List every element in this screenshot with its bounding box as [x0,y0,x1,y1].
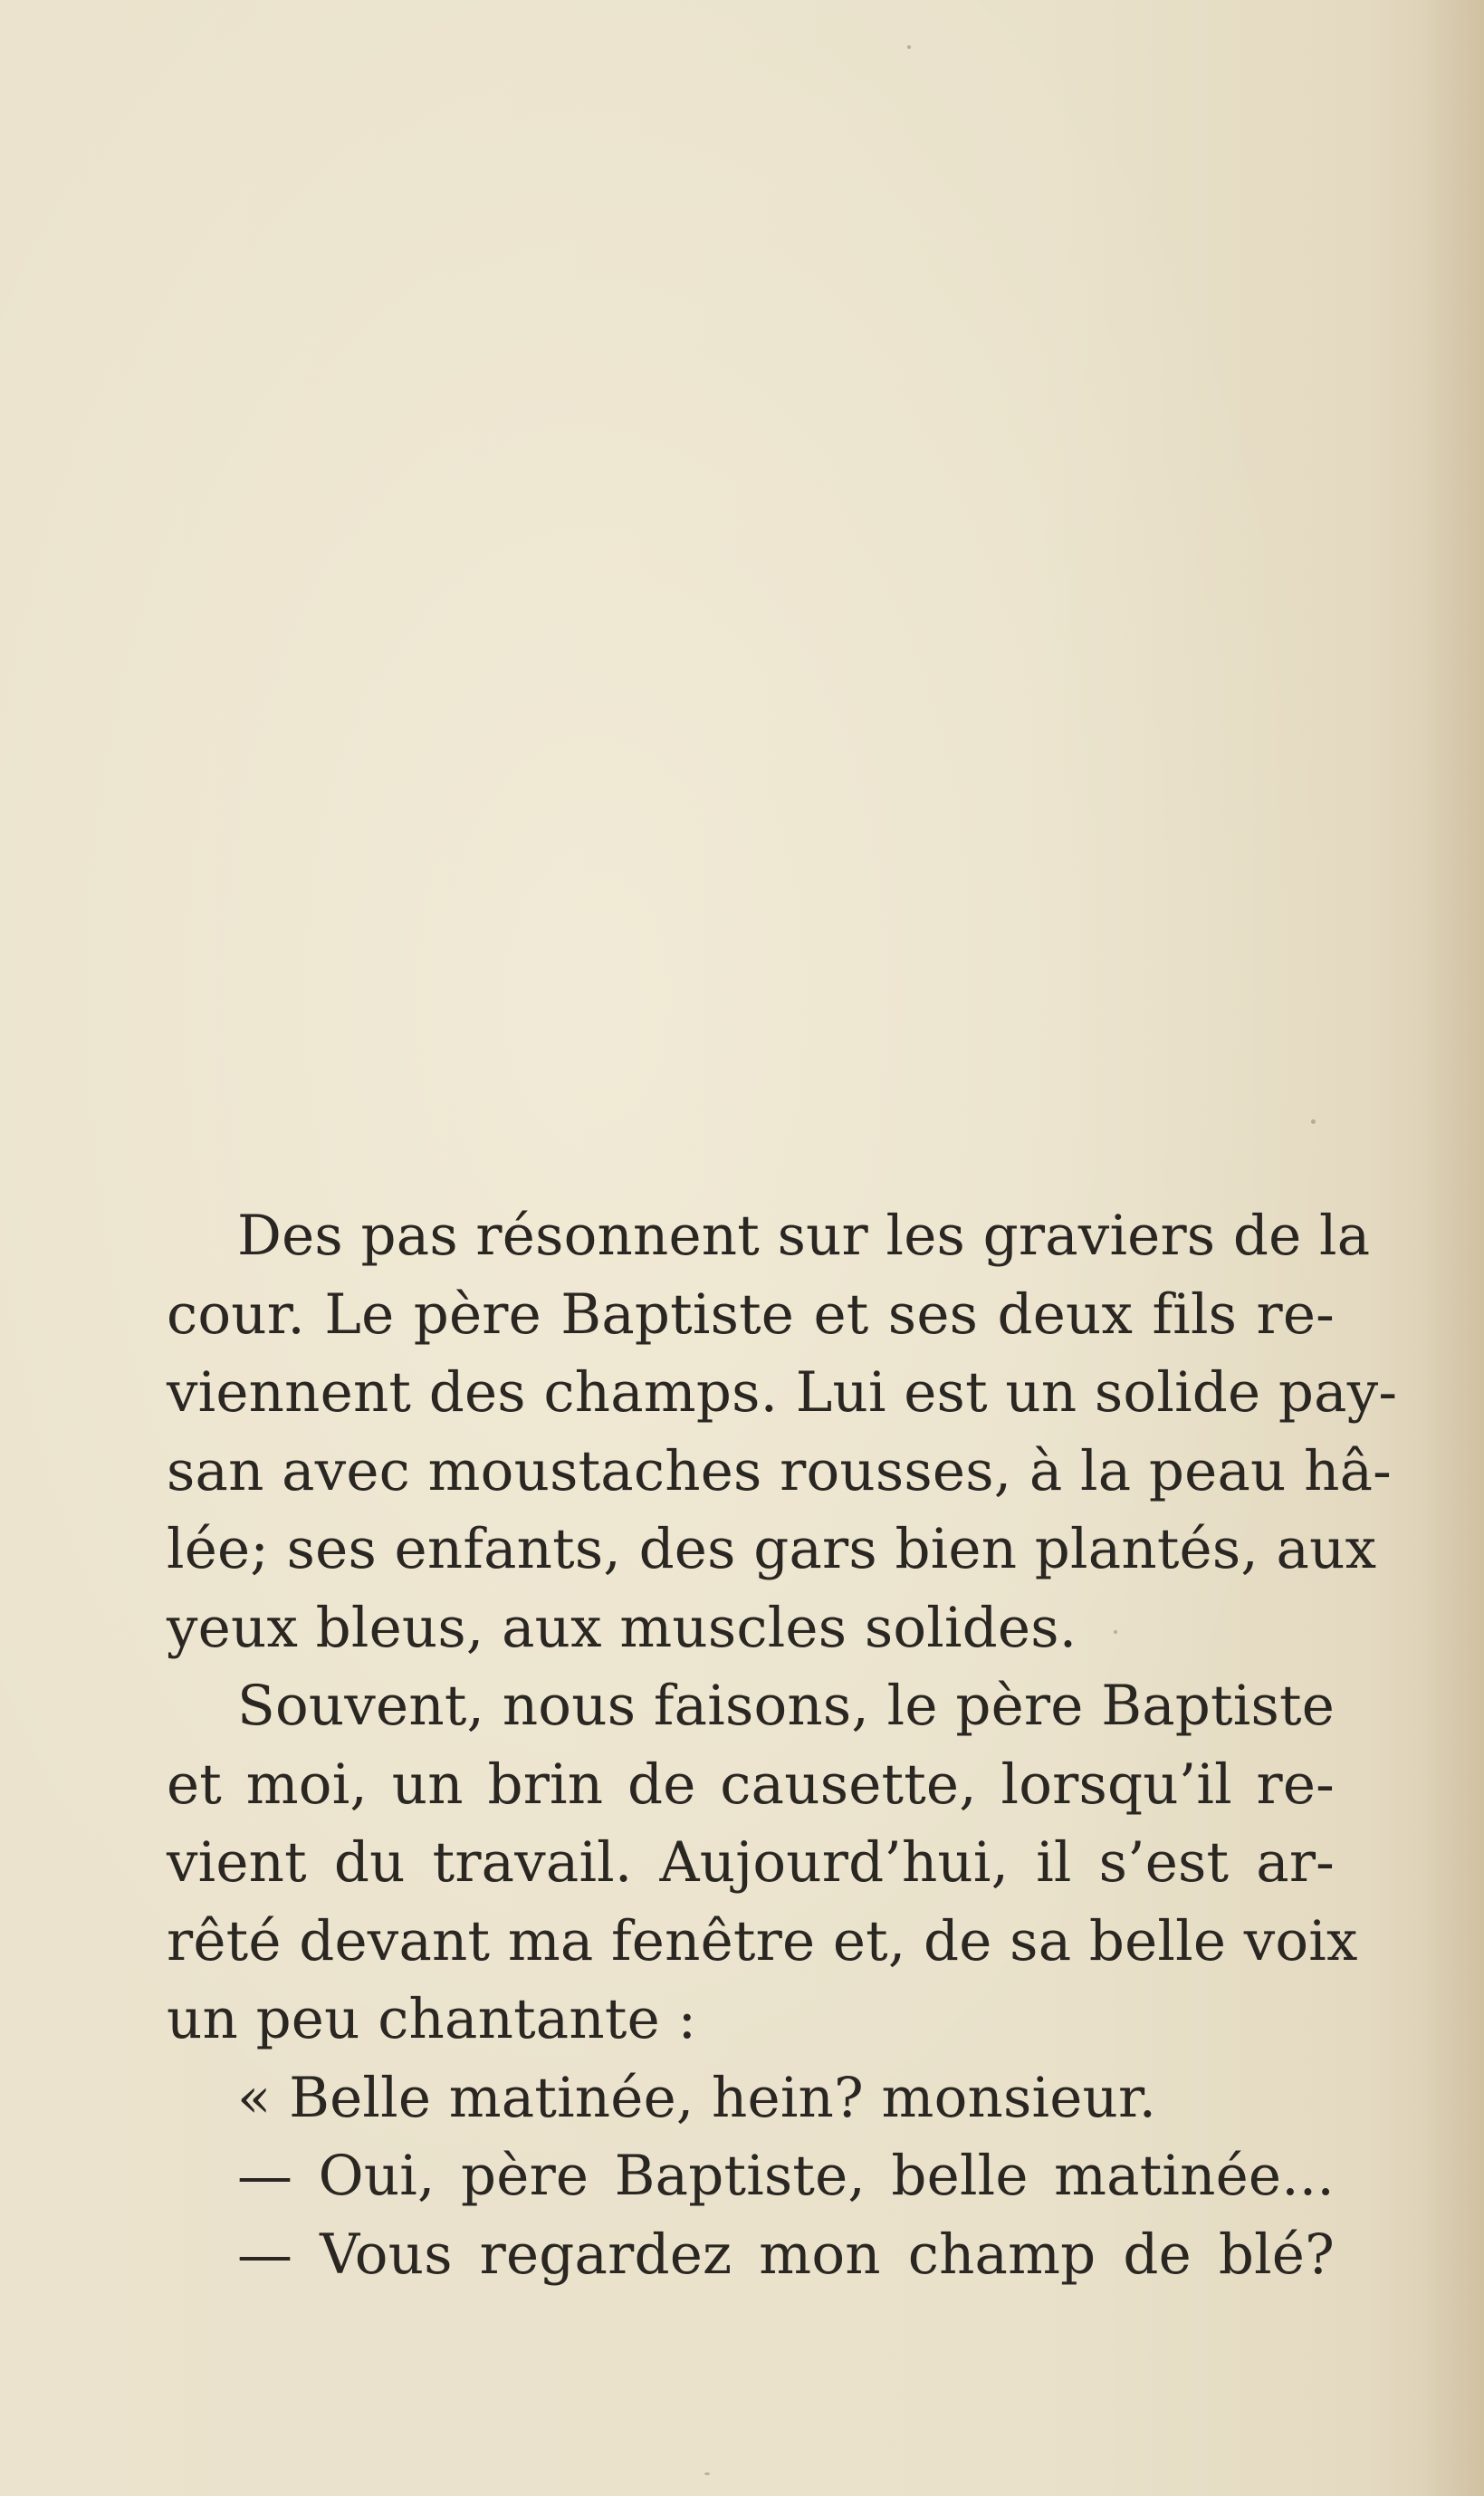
paragraph-2 [167,1667,1358,2059]
dialogue-line: « Belle matinée, hein? monsieur. [237,2065,1157,2130]
text-line: Souvent, nous faisons, le père Baptiste [237,1674,1335,1738]
paper-speck [907,45,911,49]
paragraph-1 [167,1197,1398,1667]
text-line: rêté devant ma fenêtre et, de sa belle voix [167,1908,1358,1973]
page-edge-shadow [1421,0,1484,2496]
dialogue [167,2059,1335,2295]
text-line: lée; ses enfants, des gars bien plantés, aux [167,1517,1377,1581]
text-line: viennent des champs. Lui est un solide pay- [167,1360,1398,1425]
text-line: yeux bleus, aux muscles solides. [167,1595,1077,1660]
text-line: san avec moustaches rousses, à la peau hâ- [167,1438,1392,1503]
text-line: cour. Le père Baptiste et ses deux fils re- [167,1282,1335,1347]
dialogue-line: — Oui, père Baptiste, belle matinée... [237,2144,1335,2208]
paper-speck [704,2472,710,2475]
text-line: vient du travail. Aujourd’hui, il s’est ar- [167,1830,1335,1895]
paper-speck [1311,1119,1316,1124]
dialogue-line: — Vous regardez mon champ de blé? [237,2222,1335,2287]
body-text [167,1197,1398,2294]
text-line: Des pas résonnent sur les graviers de la [237,1204,1371,1268]
text-line: et moi, un brin de causette, lorsqu’il re- [167,1752,1335,1817]
text-line: un peu chantante : [167,1987,697,2051]
